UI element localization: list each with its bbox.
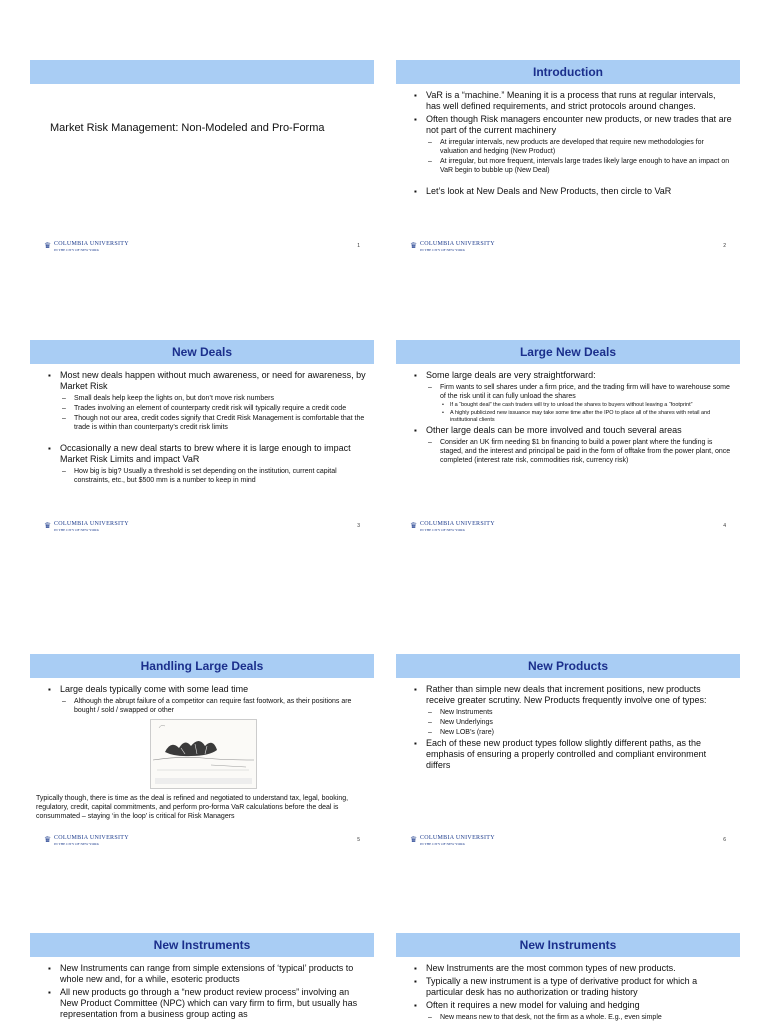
sub-bullet: – Consider an UK firm needing $1 bn financing to build a power plant where the funding is staged, and the interest and principal be paid in the form of offtake from the power plant, once completed (interest rate risk, commodities risk, currency risk) <box>426 438 732 465</box>
slide-footer <box>44 520 374 534</box>
slide-2 <box>396 60 740 260</box>
university-logo-subtitle: IN THE CITY OF NEW YORK <box>420 248 466 252</box>
bullet: ▪ Rather than simple new deals that increment positions, new products receive greater scrutiny. New Products frequently involve one of types: <box>412 684 732 706</box>
university-logo: COLUMBIA UNIVERSITY <box>54 521 129 527</box>
slide-body <box>46 370 366 486</box>
sub-bullet: – New LOB’s (rare) <box>426 728 732 737</box>
slide-header <box>30 60 374 84</box>
sub-bullet: – Though not our area, credit codes signify that Credit Risk Management is comfortable that the trade is within than counterparty’s credit risk limits <box>60 414 366 432</box>
sub-bullet: – Firm wants to sell shares under a firm price, and the trading firm will have to warehouse some of the risk until it can fully unload the shares <box>426 383 732 401</box>
slide-body <box>412 684 732 773</box>
slide-body <box>46 684 366 716</box>
slide-note: Typically though, there is time as the deal is refined and negotiated to understand tax, legal, booking, regulatory, credit, capital commitments, and perform pro-forma VaR calculations before the deal is consummated – staying ‘in the loop’ is critical for Risk Managers <box>36 795 349 820</box>
sub-sub-bullet: • A highly publicized new issuance may take some time after the IPO to place all of the shares with retail and institutional clients <box>440 410 732 424</box>
slide-header: New Products <box>396 654 740 678</box>
presentation-title: Market Risk Management: Non-Modeled and Pro-Forma <box>50 122 325 134</box>
crown-icon: ♛ <box>44 241 52 250</box>
slide-body <box>46 963 366 1022</box>
bullet: ▪ Often though Risk managers encounter new products, or new trades that are not part of the current machinery <box>412 114 732 136</box>
slide-footer <box>410 240 740 254</box>
page-number: 2 <box>723 243 726 249</box>
slide-5 <box>30 654 374 854</box>
slide-footer <box>410 520 740 534</box>
bullet: ▪ Each of these new product types follow slightly different paths, as the emphasis of ensuring a properly controlled and compliant environment differs <box>412 738 732 771</box>
university-logo: COLUMBIA UNIVERSITY <box>420 835 495 841</box>
crown-icon: ♛ <box>410 835 418 844</box>
bullet: ▪ Typically a new instrument is a type of derivative product for which a particular desk has no authorization or trading history <box>412 976 732 998</box>
sub-bullet: – At irregular intervals, new products are developed that require new methodologies for valuation and hedging (New Product) <box>426 138 732 156</box>
bullet: ▪ New Instruments are the most common types of new products. <box>412 963 732 974</box>
slide-header: Large New Deals <box>396 340 740 364</box>
sub-bullet: – New Instruments <box>426 708 732 717</box>
spacer <box>46 433 366 443</box>
page-number: 3 <box>357 523 360 529</box>
page-number: 6 <box>723 837 726 843</box>
cartoon-image <box>150 719 257 789</box>
sub-bullet: – New Underlyings <box>426 718 732 727</box>
bullet: ▪ VaR is a “machine.” Meaning it is a process that runs at regular intervals, has well defined requirements, and strict protocols around changes. <box>412 90 732 112</box>
sub-bullet: – How big is big? Usually a threshold is set depending on the institution, current capital constraints, etc., but $500 mm is a number to keep in mind <box>60 467 366 485</box>
crown-icon: ♛ <box>410 521 418 530</box>
slide-4 <box>396 340 740 540</box>
slide-1 <box>30 60 374 260</box>
crown-icon: ♛ <box>44 835 52 844</box>
bullet: ▪ Large deals typically come with some lead time <box>46 684 366 695</box>
bullet: ▪ Some large deals are very straightforward: <box>412 370 732 381</box>
university-logo: COLUMBIA UNIVERSITY <box>54 241 129 247</box>
bullet: ▪ Let’s look at New Deals and New Products, then circle to VaR <box>412 186 732 197</box>
bullet: ▪ Other large deals can be more involved and touch several areas <box>412 425 732 436</box>
university-logo-subtitle: IN THE CITY OF NEW YORK <box>420 528 466 532</box>
slide-footer <box>44 834 374 848</box>
university-logo-subtitle: IN THE CITY OF NEW YORK <box>54 248 100 252</box>
slide-7 <box>30 933 374 1024</box>
slide-header: New Instruments <box>396 933 740 957</box>
bullet: ▪ Most new deals happen without much awareness, or need for awareness, by Market Risk <box>46 370 366 392</box>
sub-bullet: – At irregular, but more frequent, intervals large trades likely large enough to have an impact on VaR begin to bubble up (New Deal) <box>426 157 732 175</box>
page-number: 5 <box>357 837 360 843</box>
university-logo: COLUMBIA UNIVERSITY <box>420 521 495 527</box>
crown-icon: ♛ <box>410 241 418 250</box>
sub-bullet: – Small deals help keep the lights on, but don’t move risk numbers <box>60 394 366 403</box>
bullet: ▪ All new products go through a “new product review process” involving an New Product Committee (NPC) which can vary firm to firm, but usually has representation from a business group acting as <box>46 987 366 1020</box>
sub-bullet: – Trades involving an element of counterparty credit risk will typically require a credit code <box>60 404 366 413</box>
slide-header: Introduction <box>396 60 740 84</box>
slide-3 <box>30 340 374 540</box>
slide-body <box>412 963 732 1023</box>
spacer <box>412 176 732 186</box>
page-number: 4 <box>723 523 726 529</box>
slide-8 <box>396 933 740 1024</box>
slide-body <box>412 370 732 466</box>
slide-header: New Instruments <box>30 933 374 957</box>
university-logo: COLUMBIA UNIVERSITY <box>54 835 129 841</box>
slide-footer <box>44 240 374 254</box>
university-logo-subtitle: IN THE CITY OF NEW YORK <box>54 842 100 846</box>
sub-bullet: – New means new to that desk, not the firm as a whole. E.g., even simple <box>426 1013 732 1022</box>
sub-sub-bullet: • If a “bought deal” the cash traders will try to unload the shares to buyers without leaving a “footprint” <box>440 402 732 409</box>
bullet: ▪ New Instruments can range from simple extensions of ‘typical’ products to whole new and, for a while, esoteric products <box>46 963 366 985</box>
bullet: ▪ Often it requires a new model for valuing and hedging <box>412 1000 732 1011</box>
slide-body <box>412 90 732 199</box>
university-logo: COLUMBIA UNIVERSITY <box>420 241 495 247</box>
bullet: ▪ Occasionally a new deal starts to brew where it is large enough to impact Market Risk Limits and impact VaR <box>46 443 366 465</box>
crown-icon: ♛ <box>44 521 52 530</box>
university-logo-subtitle: IN THE CITY OF NEW YORK <box>54 528 100 532</box>
university-logo-subtitle: IN THE CITY OF NEW YORK <box>420 842 466 846</box>
slide-header: New Deals <box>30 340 374 364</box>
cartoon-drawing <box>151 720 256 788</box>
page-number: 1 <box>357 243 360 249</box>
slide-header: Handling Large Deals <box>30 654 374 678</box>
slide-6 <box>396 654 740 854</box>
slide-footer <box>410 834 740 848</box>
sub-bullet: – Although the abrupt failure of a competitor can require fast footwork, as their positions are bought / sold / swapped or other <box>60 697 366 715</box>
